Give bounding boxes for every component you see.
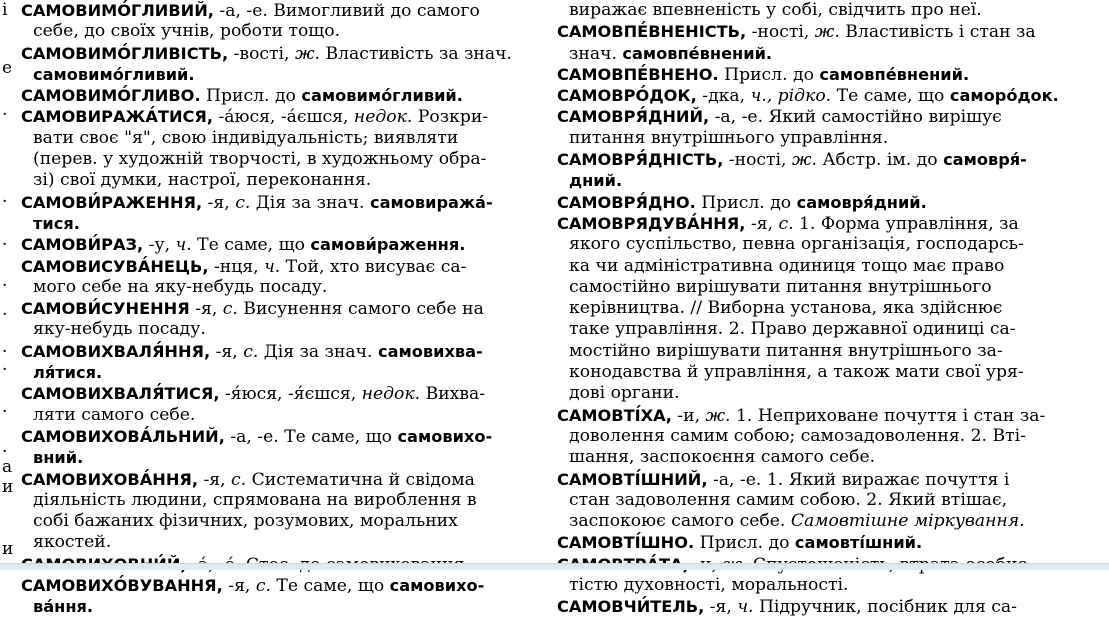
entry-continuation-line	[557, 490, 1103, 511]
headword: самови́раження.	[310, 235, 466, 255]
definition-text: самостійно вирішувати питання внутрішнього	[569, 276, 992, 297]
headword: САМОВИ́СУНЕННЯ	[21, 299, 190, 319]
definition-text: -я́юся, -я́єшся,	[219, 384, 362, 405]
entry-continuation-line	[557, 256, 1103, 277]
entry-continuation-line	[21, 149, 551, 170]
definition-text: 1. Неприховане почуття і стан за-	[730, 405, 1046, 426]
definition-text: Дія за знач.	[258, 341, 378, 362]
definition-text: Те саме, що	[191, 235, 311, 256]
grammar-label: ч.	[264, 256, 281, 277]
headword: САМОВИХВАЛЯ́ТИСЯ,	[21, 384, 220, 404]
entry-line	[557, 405, 1103, 426]
definition-text: -а, -е. 1. Який виражає почуття і	[707, 469, 1010, 490]
grammar-label: недок.	[361, 384, 421, 405]
entry-continuation-line	[21, 447, 551, 468]
viewer-scroll-edge[interactable]	[0, 563, 1109, 570]
definition-text: -дка,	[696, 86, 751, 107]
definition-text: -нця,	[208, 256, 265, 277]
definition-text: керівництва. // Виборна установа, яка здійснює	[569, 298, 1003, 319]
headword: самовихо-	[389, 576, 485, 596]
definition-text: Властивість за знач.	[320, 43, 512, 64]
headword: самовиража́-	[369, 192, 493, 212]
definition-text: Дія за знач.	[250, 192, 370, 213]
definition-text: Абстр. ім. до	[817, 150, 944, 171]
definition-text: тістю духовності, моральності.	[569, 575, 849, 596]
entry-continuation-line	[557, 170, 1103, 191]
gutter-fragment: .	[2, 100, 8, 120]
entry-line	[557, 106, 1103, 127]
headword: САМОВЧИ́ТЕЛЬ,	[557, 597, 705, 617]
entry-line	[557, 532, 1103, 553]
headword: вний.	[33, 448, 84, 468]
headword: САМОВРЯ́ДНИЙ,	[557, 107, 710, 127]
headword: САМОВИХО́ВУВАННЯ,	[21, 576, 223, 596]
entry-continuation-line	[557, 341, 1103, 362]
definition-text: Те саме, що	[831, 86, 950, 107]
definition-text: (перев. у художній творчості, в художньому обра-	[33, 149, 487, 170]
definition-text: ляти самого себе.	[33, 404, 196, 425]
headword: САМОВРО́ДОК,	[557, 86, 697, 106]
entry-line	[557, 469, 1103, 490]
definition-text: стан задоволення самим собою. 2. Який втішає,	[569, 489, 1008, 510]
entry-continuation-line	[21, 128, 551, 149]
entry-line	[557, 85, 1103, 106]
grammar-label: ж.	[791, 150, 817, 171]
grammar-label: ч.	[175, 235, 192, 256]
headword: самовимо́гливий.	[33, 64, 195, 84]
entry-line	[21, 43, 551, 64]
gutter-fragment: а	[2, 457, 13, 477]
entry-continuation-line	[557, 447, 1103, 468]
headword: САМОВИМО́ГЛИВО.	[21, 86, 201, 106]
entry-continuation-line	[21, 170, 551, 191]
gutter-fragment: .	[2, 230, 8, 250]
entry-continuation-line	[557, 298, 1103, 319]
headword: самовпе́внений.	[622, 43, 773, 63]
headword: самовпе́внений.	[819, 64, 970, 84]
headword: самовихо-	[397, 426, 493, 446]
gutter-fragment: и	[2, 477, 14, 497]
definition-text: доволення самим собою; самозадоволення. 2. Вті-	[569, 425, 1026, 446]
definition-text: Підручник, посібник для са-	[753, 597, 1017, 618]
definition-text: -я,	[202, 192, 236, 213]
headword: самовря́дний.	[796, 192, 927, 212]
definition-text: Систематична й свідома	[246, 469, 475, 490]
entry-continuation-line	[557, 319, 1103, 340]
definition-text: -а, -е. Який самостійно вирішує	[709, 107, 1002, 128]
gutter-fragment: и	[2, 539, 14, 559]
gutter-fragment: .	[2, 355, 8, 375]
entry-continuation-line	[557, 277, 1103, 298]
definition-text: виражає впевненість у собі, свідчить про неї.	[569, 0, 982, 20]
entry-line	[21, 575, 551, 596]
definition-text: -я,	[210, 341, 244, 362]
headword: САМОВРЯДУВА́ННЯ,	[557, 213, 746, 233]
headword: САМОВИХОВА́ННЯ,	[21, 469, 198, 489]
page-gutter	[0, 0, 16, 570]
entry-line	[21, 256, 551, 277]
entry-line	[21, 426, 551, 447]
entry-continuation-line	[21, 213, 551, 234]
entry-continuation-line	[21, 405, 551, 426]
headword: ля́тися.	[33, 363, 103, 383]
definition-text: -я,	[704, 597, 738, 618]
entry-line	[21, 0, 551, 21]
grammar-label: ж.	[814, 22, 840, 43]
headword: САМОВИРАЖА́ТИСЯ,	[21, 107, 213, 127]
definition-text: якостей.	[33, 532, 112, 553]
entry-line	[557, 213, 1103, 234]
entry-continuation-line	[21, 596, 551, 617]
entry-continuation-line	[557, 426, 1103, 447]
entry-line	[557, 192, 1103, 213]
headword: САМОВИСУВА́НЕЦЬ,	[21, 256, 209, 276]
definition-text: зі) свої думки, настрої, переконання.	[33, 170, 372, 191]
entry-line	[557, 64, 1103, 85]
definition-text: -у,	[143, 235, 176, 256]
definition-text: якого суспільство, певна організація, господарсь-	[569, 234, 1024, 255]
entry-line	[21, 298, 551, 319]
grammar-label: с.	[243, 341, 259, 362]
headword: самовимо́гливий.	[301, 86, 463, 106]
headword: САМОВТІ́ШНИЙ,	[557, 469, 708, 489]
headword: САМОВПЕ́ВНЕНІСТЬ,	[557, 22, 747, 42]
headword: САМОВИМО́ГЛИВИЙ,	[21, 1, 214, 20]
gutter-fragment: .	[2, 187, 8, 207]
definition-text: яку-небудь посаду.	[33, 319, 206, 340]
grammar-label: с.	[222, 299, 238, 320]
definition-text: конодавства й управління, а також мати свої уря-	[569, 362, 1024, 383]
entry-line	[21, 192, 551, 213]
definition-text: Вихва-	[420, 384, 486, 405]
definition-text: Той, хто висуває са-	[280, 256, 467, 277]
grammar-label: с.	[231, 469, 247, 490]
headword: САМОВИМО́ГЛИВІСТЬ,	[21, 43, 229, 63]
definition-text: -я,	[745, 213, 779, 234]
definition-text: себе, до своїх учнів, роботи тощо.	[33, 21, 341, 42]
headword: самовихва-	[377, 341, 483, 361]
entry-continuation-line	[557, 362, 1103, 383]
headword: самовті́шний.	[794, 533, 923, 553]
definition-text: -и,	[671, 405, 706, 426]
headword: самовря́-	[943, 150, 1027, 170]
gutter-fragment: .	[2, 337, 8, 357]
entry-continuation-line	[557, 0, 1103, 21]
entry-line	[557, 596, 1103, 617]
headword: САМОВТІ́ШНО.	[557, 533, 695, 553]
entry-continuation-line	[557, 511, 1103, 532]
entry-continuation-line	[557, 128, 1103, 149]
gutter-fragment: .	[2, 300, 8, 320]
entry-continuation-line	[21, 511, 551, 532]
headword: САМОВРЯ́ДНО.	[557, 192, 696, 212]
headword: дний.	[569, 171, 623, 191]
definition-text: -я,	[222, 576, 256, 597]
definition-text: таке управління. 2. Право державної одиниці са-	[569, 319, 1016, 340]
definition-text: Висунення самого себе на	[237, 299, 484, 320]
grammar-label: недок.	[353, 107, 413, 128]
entry-continuation-line	[557, 383, 1103, 404]
grammar-label: Самовтішне міркування.	[790, 511, 1025, 532]
entry-line	[557, 21, 1103, 42]
definition-text: -ності,	[723, 150, 792, 171]
definition-text: Присл. до	[695, 192, 797, 213]
headword: САМОВТІ́ХА,	[557, 405, 672, 425]
definition-text: вати своє "я", свою індивідуальність; виявляти	[33, 127, 459, 148]
headword: САМОВИХВАЛЯ́ННЯ,	[21, 341, 211, 361]
dictionary-column-left	[21, 0, 551, 618]
definition-text: Присл. до	[200, 86, 302, 107]
definition-text: собі бажаних фізичних, розумових, моральних	[33, 511, 458, 532]
entry-continuation-line	[21, 532, 551, 553]
definition-text: -а, -е. Те саме, що	[224, 426, 398, 447]
gutter-fragment: е	[2, 58, 13, 78]
definition-text: -ності,	[746, 22, 815, 43]
definition-text: -а, -е. Вимогливий до самого	[213, 1, 480, 21]
entry-line	[21, 341, 551, 362]
entry-line	[21, 106, 551, 127]
grammar-label: ч., рідко.	[750, 86, 832, 107]
definition-text: -я,	[197, 469, 232, 490]
grammar-label: ж.	[705, 405, 731, 426]
definition-text: діяльність людини, спрямована на вироблення в	[33, 489, 477, 510]
dictionary-column-right	[557, 0, 1103, 618]
definition-text: знач.	[569, 43, 623, 64]
definition-text: Розкри-	[412, 107, 489, 128]
entry-continuation-line	[557, 43, 1103, 64]
entry-line	[21, 469, 551, 490]
definition-text: -а́юся, -а́єшся,	[212, 107, 354, 128]
gutter-fragment: .	[2, 271, 8, 291]
entry-continuation-line	[557, 575, 1103, 596]
definition-text: -вості,	[228, 43, 295, 64]
definition-text: мого себе на яку-небудь посаду.	[33, 276, 328, 297]
entry-line	[21, 383, 551, 404]
grammar-label: ж.	[294, 43, 320, 64]
definition-text: Присл. до	[718, 64, 820, 85]
definition-text: заспокоює самого себе.	[569, 511, 791, 532]
headword: САМОВРЯ́ДНІСТЬ,	[557, 150, 724, 170]
entry-continuation-line	[557, 234, 1103, 255]
entry-continuation-line	[21, 64, 551, 85]
entry-line	[21, 234, 551, 255]
headword: САМОВИХОВА́ЛЬНИЙ,	[21, 426, 225, 446]
headword: саморо́док.	[949, 86, 1059, 106]
definition-text: дові органи.	[569, 383, 680, 404]
grammar-label: с.	[235, 192, 251, 213]
definition-text: мостійно вирішувати питання внутрішнього за-	[569, 340, 1003, 361]
headword: тися.	[33, 213, 80, 233]
definition-text: шання, заспокоєння самого себе.	[569, 447, 876, 468]
definition-text: -я,	[189, 299, 223, 320]
headword: САМОВПЕ́ВНЕНО.	[557, 64, 719, 84]
gutter-fragment: .	[2, 397, 8, 417]
definition-text: 1. Форма управління, за	[793, 213, 1019, 234]
gutter-fragment: .	[2, 437, 8, 457]
entry-continuation-line	[21, 277, 551, 298]
definition-text: питання внутрішнього управління.	[569, 127, 889, 148]
gutter-fragment: і	[2, 0, 8, 20]
entry-continuation-line	[21, 21, 551, 42]
headword: ва́ння.	[33, 597, 94, 617]
entry-continuation-line	[21, 362, 551, 383]
headword: САМОВИ́РАЗ,	[21, 235, 144, 255]
grammar-label: с.	[778, 213, 794, 234]
headword: САМОВИ́РАЖЕННЯ,	[21, 192, 203, 212]
definition-text: Те саме, що	[270, 576, 390, 597]
entry-line	[557, 149, 1103, 170]
entry-continuation-line	[21, 319, 551, 340]
grammar-label: с.	[255, 576, 271, 597]
entry-continuation-line	[21, 490, 551, 511]
definition-text: Присл. до	[694, 533, 795, 554]
entry-line	[21, 85, 551, 106]
definition-text: Властивість і стан за	[839, 22, 1036, 43]
definition-text: ка чи адміністративна одиниця тощо має право	[569, 255, 1005, 276]
grammar-label: ч.	[737, 597, 754, 618]
